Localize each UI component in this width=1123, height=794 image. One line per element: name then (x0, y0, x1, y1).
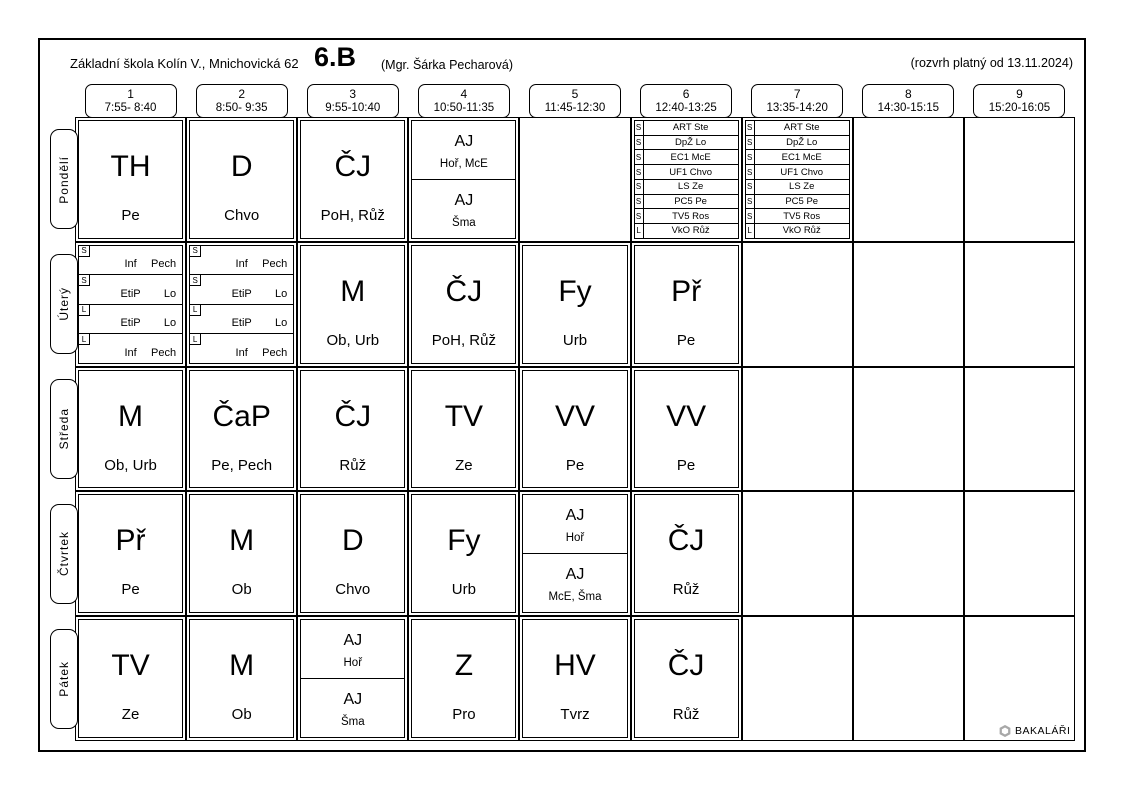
period-header (751, 84, 843, 118)
lesson-card (78, 494, 183, 613)
period-slot (297, 84, 408, 118)
subject-label: D (341, 524, 364, 558)
schedule-validity: (rozvrh platný od 13.11.2024) (910, 56, 1073, 70)
split-part (412, 121, 515, 179)
lesson-card (300, 494, 405, 613)
timetable-cell (742, 491, 853, 616)
period-number: 1 (127, 87, 134, 101)
lesson-card (522, 619, 627, 738)
teacher-label: Ob, Urb (326, 331, 380, 349)
option-row (746, 165, 849, 180)
option-label: UF1 Chvo (780, 166, 824, 178)
option-row (635, 150, 738, 165)
timetable-cell (297, 367, 408, 492)
subject-label: VV (554, 399, 595, 433)
timetable-cell (75, 616, 186, 741)
subject-label: AJ (454, 133, 474, 150)
split-part (523, 495, 626, 553)
subject-label: Inf (235, 346, 248, 359)
timetable-cell (964, 117, 1075, 242)
period-header-row (75, 84, 1075, 118)
period-number: 4 (460, 87, 468, 101)
timetable-cell (631, 616, 742, 741)
group-tag: S (746, 209, 755, 223)
timetable-cell (631, 242, 742, 367)
group-tag: S (746, 165, 755, 179)
split-part (523, 553, 626, 612)
period-time: 7:55- 8:40 (104, 102, 157, 114)
lesson-card (411, 370, 516, 489)
group-tag: S (635, 165, 644, 179)
group-tag: S (190, 246, 201, 257)
option-row (746, 136, 849, 151)
subject-label: Př (115, 524, 146, 558)
day-label (50, 629, 78, 729)
option-row (635, 180, 738, 195)
subject-label: EtiP (120, 317, 141, 330)
teacher-label: Ob (231, 581, 252, 599)
lesson-card (634, 494, 739, 613)
subject-label: M (118, 399, 144, 433)
teacher-label: Pe (676, 331, 696, 349)
period-header (973, 84, 1065, 118)
group-row (79, 246, 182, 275)
timetable-cell (853, 117, 964, 242)
option-row (635, 136, 738, 151)
group-tag: S (190, 275, 201, 286)
subject-label: EtiP (231, 287, 252, 300)
day-slot (50, 367, 78, 492)
timetable-cell (186, 367, 297, 492)
timetable-cell (408, 616, 519, 741)
teacher-label: Pe (676, 456, 696, 474)
period-header (529, 84, 621, 118)
subject-label: VV (666, 399, 707, 433)
timetable-cell (964, 242, 1075, 367)
group-lessons-card (78, 245, 183, 364)
timetable-cell (964, 616, 1075, 741)
lesson-card (78, 370, 183, 489)
bakalari-logo-icon (999, 725, 1011, 737)
option-label: LS Ze (677, 181, 704, 193)
teacher-label: Chvo (335, 581, 371, 599)
day-slot (50, 242, 78, 367)
period-time: 15:20-16:05 (988, 102, 1051, 114)
period-header (862, 84, 954, 118)
split-part (412, 179, 515, 238)
timetable-cell (408, 491, 519, 616)
subject-label: Z (454, 649, 474, 683)
subject-label: ČJ (667, 524, 705, 558)
subject-label: ČJ (334, 399, 372, 433)
lesson-card (78, 619, 183, 738)
group-tag: S (635, 180, 644, 194)
timetable-cell (631, 367, 742, 492)
group-tag: L (79, 305, 90, 316)
lesson-card (78, 120, 183, 239)
split-lesson-card (522, 494, 627, 613)
period-number: 9 (1016, 87, 1023, 101)
group-tag: S (746, 150, 755, 164)
period-time: 13:35-14:20 (766, 102, 828, 114)
option-label: LS Ze (789, 181, 815, 193)
option-label: TV5 Ros (672, 210, 710, 222)
option-label: EC1 McE (781, 151, 822, 163)
group-row (190, 334, 293, 362)
option-label: DpŽ Lo (786, 137, 818, 149)
school-name: Základní škola Kolín V., Mnichovická 62 (70, 56, 299, 71)
day-slot (50, 117, 78, 242)
timetable-cell (631, 491, 742, 616)
lesson-card (189, 370, 294, 489)
period-slot (186, 84, 297, 118)
teacher-label: Urb (451, 581, 476, 599)
option-label: ART Ste (672, 122, 709, 134)
subject-label: AJ (565, 507, 585, 525)
option-row (746, 209, 849, 224)
group-row (79, 275, 182, 304)
teacher-label: Pro (452, 706, 476, 724)
subject-label: EtiP (120, 287, 141, 300)
day-label-text: Středa (57, 408, 71, 450)
timetable-cell (519, 367, 630, 492)
teacher-label: Lo (274, 287, 288, 300)
option-label: TV5 Ros (783, 210, 821, 222)
option-label: ART Ste (783, 122, 820, 134)
group-tag: S (746, 195, 755, 209)
subject-label: Inf (124, 346, 137, 359)
period-time: 14:30-15:15 (877, 102, 939, 114)
teacher-label: Urb (562, 331, 588, 349)
timetable-cell (186, 117, 297, 242)
option-label: EC1 McE (670, 151, 711, 163)
timetable-cell (519, 491, 630, 616)
option-row (746, 180, 849, 195)
subject-label: D (230, 150, 253, 183)
subject-label: ČaP (212, 399, 271, 433)
option-row (746, 150, 849, 165)
day-label (50, 129, 78, 229)
teacher-label: Hoř (343, 657, 363, 670)
period-slot (631, 84, 742, 118)
timetable-cell (408, 242, 519, 367)
timetable-cell (519, 117, 630, 242)
timetable-cell (742, 117, 853, 242)
timetable-cell (742, 242, 853, 367)
option-row (635, 209, 738, 224)
day-label-text: Pátek (57, 660, 71, 697)
lesson-card (634, 245, 739, 364)
teacher-label: PoH, Růž (320, 207, 385, 224)
lesson-card (634, 619, 739, 738)
teacher-label: Lo (274, 317, 288, 330)
lesson-card (634, 370, 739, 489)
period-header (196, 84, 288, 118)
teacher-label: Ob (231, 706, 252, 724)
bakalari-logo (999, 725, 1070, 737)
group-row (190, 246, 293, 275)
period-header (85, 84, 177, 118)
day-label-text: Pondělí (57, 155, 71, 204)
teacher-label: Lo (163, 287, 177, 300)
day-slot (50, 491, 78, 616)
group-tag: S (635, 209, 644, 223)
class-name: 6.B (314, 42, 357, 72)
subject-label: AJ (454, 191, 474, 209)
teacher-label: Hoř, McE (439, 158, 488, 170)
period-slot (964, 84, 1075, 118)
group-tag: S (635, 121, 644, 135)
period-slot (519, 84, 630, 118)
teacher-label: Lo (163, 317, 177, 330)
subject-label: Př (671, 274, 702, 308)
split-lesson-card (411, 120, 516, 239)
timetable-cell (519, 242, 630, 367)
timetable-cell (75, 242, 186, 367)
group-row (190, 305, 293, 334)
split-part (301, 620, 404, 678)
period-slot (408, 84, 519, 118)
group-tag: L (190, 334, 201, 345)
period-header (418, 84, 510, 118)
teacher-label: Ze (121, 706, 140, 724)
timetable-cell (964, 367, 1075, 492)
timetable-cell (742, 616, 853, 741)
group-lessons-card (189, 245, 294, 364)
group-row (79, 334, 182, 362)
teacher-label: Pe (121, 207, 140, 224)
subject-label: HV (554, 649, 596, 683)
timetable-cell (742, 367, 853, 492)
timetable-cell (75, 491, 186, 616)
subject-label: M (229, 524, 255, 558)
day-label-column (50, 117, 78, 741)
group-tag: S (79, 246, 90, 257)
period-number: 5 (571, 87, 579, 101)
period-time: 10:50-11:35 (433, 102, 495, 114)
subject-label: M (340, 274, 366, 308)
period-slot (742, 84, 853, 118)
group-tag: S (746, 121, 755, 135)
timetable-cell (297, 117, 408, 242)
teacher-label: Růž (339, 456, 367, 474)
timetable-cell (75, 367, 186, 492)
timetable-cell (186, 242, 297, 367)
group-tag: L (79, 334, 90, 345)
group-tag: L (746, 224, 755, 238)
timetable-cell (964, 491, 1075, 616)
timetable-cell (631, 117, 742, 242)
teacher-label: Chvo (224, 207, 260, 224)
teacher-label: PoH, Růž (431, 331, 496, 349)
lesson-card (189, 494, 294, 613)
period-number: 3 (349, 87, 357, 101)
lesson-card (300, 120, 405, 239)
period-number: 2 (238, 87, 245, 101)
day-label (50, 504, 78, 604)
subject-label: Inf (124, 258, 137, 271)
lesson-card (189, 120, 294, 239)
period-time: 9:55-10:40 (325, 102, 381, 114)
group-tag: S (746, 136, 755, 150)
lesson-card (189, 619, 294, 738)
group-row (79, 305, 182, 334)
lesson-card (522, 245, 627, 364)
teacher-label: Pech (151, 346, 177, 359)
teacher-label: Růž (672, 581, 700, 599)
subject-label: AJ (565, 566, 585, 584)
timetable-cell (853, 242, 964, 367)
option-row (635, 224, 738, 238)
group-tag: L (190, 305, 201, 316)
group-tag: S (635, 195, 644, 209)
teacher-label: Šma (340, 716, 365, 729)
period-slot (853, 84, 964, 118)
lesson-card (300, 245, 405, 364)
teacher-label: Pech (151, 258, 177, 271)
subject-label: ČJ (445, 274, 483, 308)
option-row (635, 121, 738, 136)
group-tag: S (79, 275, 90, 286)
subject-label: M (229, 649, 255, 683)
option-label: DpŽ Lo (675, 137, 707, 149)
option-row (635, 165, 738, 180)
period-header (307, 84, 399, 118)
subject-label: Fy (558, 274, 592, 308)
teacher-label: Hoř (565, 532, 585, 545)
day-label-text: Úterý (57, 287, 71, 322)
teacher-label: Tvrz (560, 706, 590, 724)
split-part (301, 678, 404, 737)
period-time: 11:45-12:30 (544, 102, 606, 114)
subject-label: TV (444, 399, 484, 433)
subject-label: ČJ (667, 649, 705, 683)
period-time: 8:50- 9:35 (215, 102, 268, 114)
option-row (746, 195, 849, 210)
subject-label: Fy (447, 524, 481, 558)
teacher-label: Ob, Urb (104, 456, 157, 474)
group-row (190, 275, 293, 304)
option-row (635, 195, 738, 210)
option-label: UF1 Chvo (669, 166, 712, 178)
period-number: 8 (904, 87, 912, 101)
option-row (746, 224, 849, 238)
timetable-cell (186, 491, 297, 616)
option-label: PC5 Pe (674, 195, 707, 207)
option-row (746, 121, 849, 136)
timetable-cell (853, 616, 964, 741)
option-label: VkO Růž (671, 225, 710, 237)
period-number: 7 (793, 87, 801, 101)
day-slot (50, 616, 78, 741)
teacher-label: McE, Šma (548, 591, 602, 604)
group-tag: L (635, 224, 644, 238)
lesson-card (300, 370, 405, 489)
day-label (50, 254, 78, 354)
timetable-grid (75, 117, 1075, 741)
day-label (50, 379, 78, 479)
teacher-label: Ze (455, 456, 473, 474)
timetable-cell (297, 491, 408, 616)
subject-label: AJ (343, 632, 363, 650)
subject-label: EtiP (231, 317, 252, 330)
bakalari-logo-text: BAKALÁŘI (1015, 725, 1071, 737)
option-label: VkO Růž (782, 225, 821, 237)
lesson-card (411, 245, 516, 364)
timetable-cell (297, 242, 408, 367)
subject-label: TH (110, 150, 151, 183)
day-label-text: Čtvrtek (57, 531, 71, 577)
period-time: 12:40-13:25 (655, 102, 717, 114)
timetable-cell (297, 616, 408, 741)
teacher-label: Pe (565, 456, 585, 474)
lesson-card (411, 619, 516, 738)
split-lesson-card (300, 619, 405, 738)
timetable-cell (853, 367, 964, 492)
lesson-card (411, 494, 516, 613)
period-number: 6 (682, 87, 690, 101)
teacher-label: Pe, Pech (211, 456, 273, 474)
period-slot (75, 84, 186, 118)
subject-label: Inf (235, 258, 248, 271)
lesson-card (522, 370, 627, 489)
teacher-label: Růž (672, 706, 700, 724)
group-tag: S (635, 150, 644, 164)
timetable-cell (75, 117, 186, 242)
teacher-label: Pe (121, 581, 140, 599)
options-card (634, 120, 739, 239)
period-header (640, 84, 732, 118)
subject-label: ČJ (334, 150, 372, 183)
teacher-label: Pech (262, 346, 288, 359)
option-label: PC5 Pe (785, 195, 819, 207)
timetable-cell (519, 616, 630, 741)
subject-label: TV (111, 649, 150, 683)
options-card (745, 120, 850, 239)
timetable-cell (853, 491, 964, 616)
teacher-label: Pech (262, 258, 288, 271)
class-teacher: (Mgr. Šárka Pecharová) (381, 58, 513, 72)
timetable-cell (186, 616, 297, 741)
group-tag: S (746, 180, 755, 194)
timetable-cell (408, 367, 519, 492)
group-tag: S (635, 136, 644, 150)
subject-label: AJ (343, 691, 363, 709)
timetable-cell (408, 117, 519, 242)
teacher-label: Šma (452, 216, 476, 229)
